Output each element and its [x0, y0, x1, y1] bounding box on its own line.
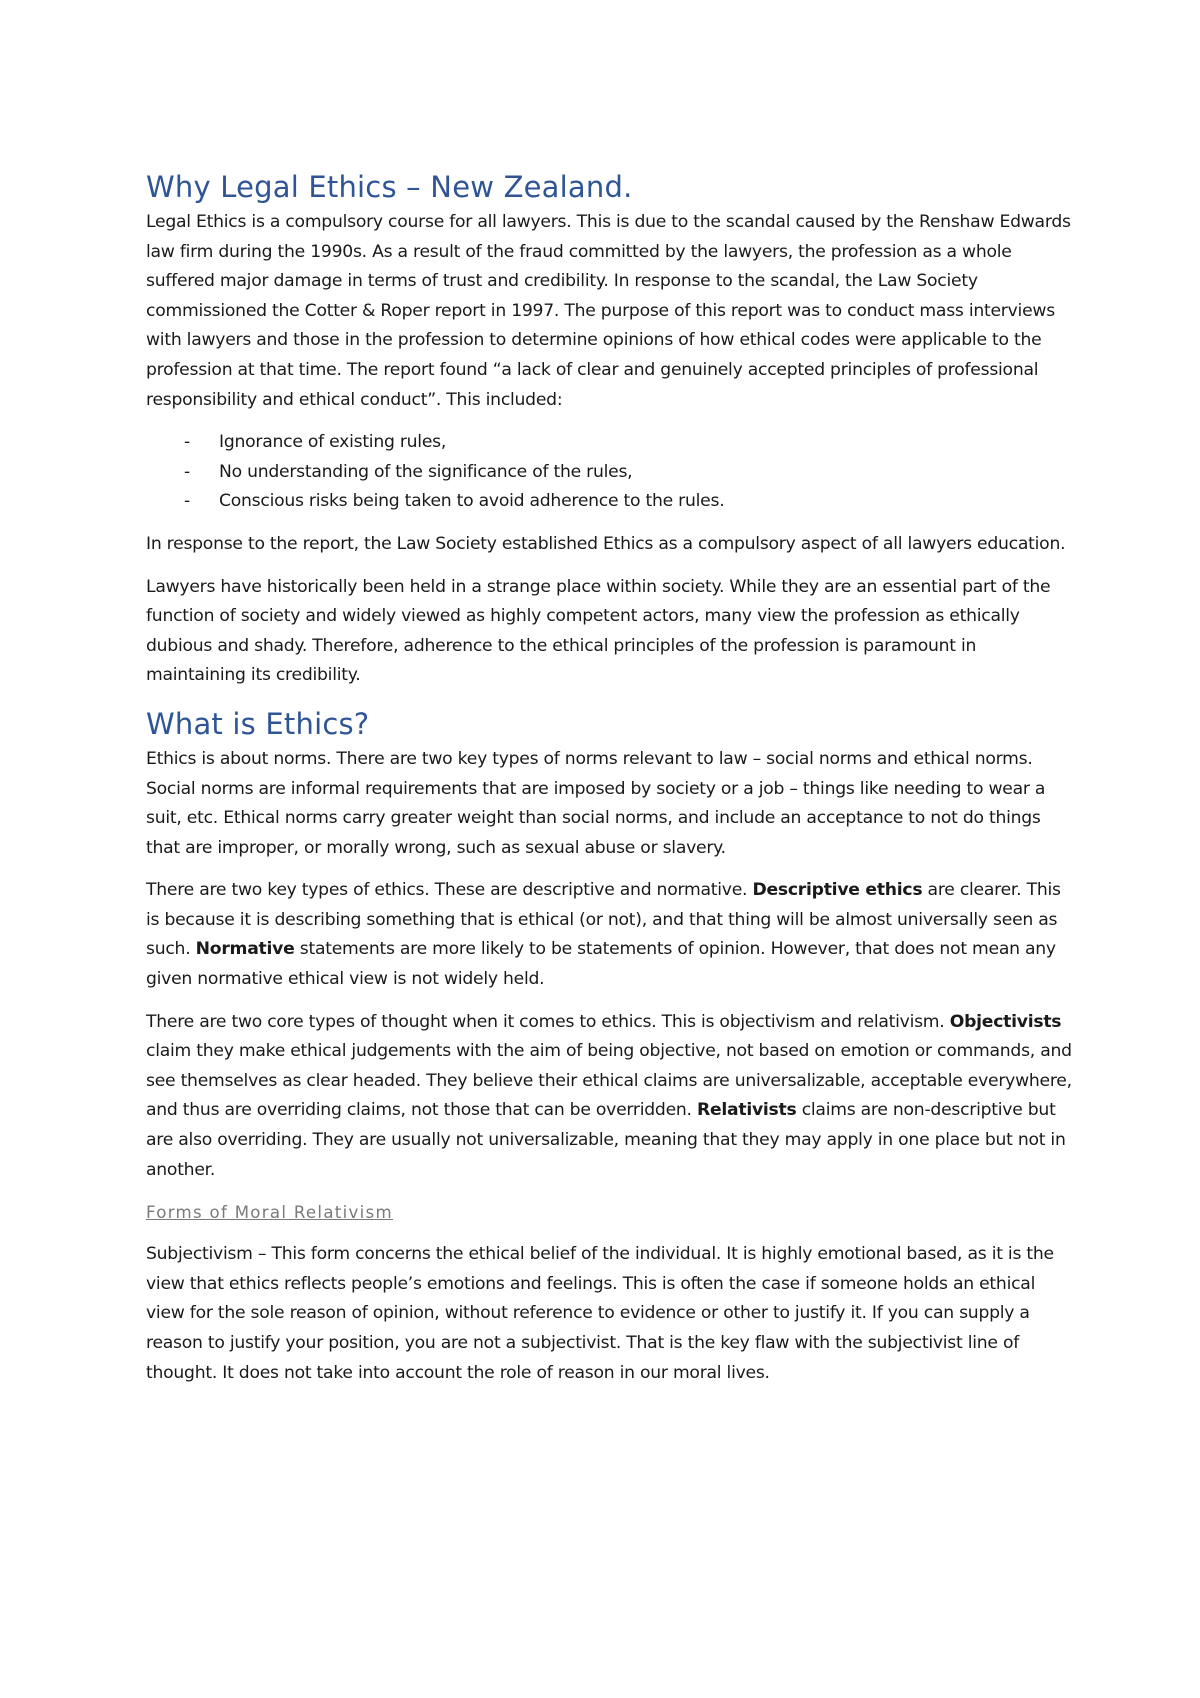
paragraph-lawyers-in-society: Lawyers have historically been held in a strange place within society. While they are an essential part of the function of society and widely viewed as highly competent actors, many view the profession as ethically dubious and shady. Therefore, adherence to the ethical principles of the profession is paramount in maintaining its credibility. [146, 576, 1051, 686]
text-run: claim they make ethical judgements with the aim of being objective, not based on emotion or commands, and see themselves as clear headed. They believe their ethical claims are universalizable, acceptable everywhere, and thus are overriding claims, not those that can be overridden. [146, 1041, 1072, 1121]
dash-bullet: - [184, 432, 190, 453]
document-page [146, 168, 1076, 1401]
bold-term-descriptive-ethics: Descriptive ethics [752, 880, 923, 901]
list-item-text: Ignorance of existing rules, [219, 432, 447, 453]
paragraph-norms: Ethics is about norms. There are two key types of norms relevant to law – social norms and ethical norms. Social norms are informal requirements that are imposed by society or a job – things like needing to wear a suit, etc. Ethical norms carry greater weight than social norms, and include an acceptance to not do things that are improper, or morally wrong, such as sexual abuse or slavery. [146, 748, 1046, 858]
bold-term-normative: Normative [195, 939, 295, 960]
text-run: claims are non-descriptive but are also overriding. They are usually not universalizable, meaning that they may apply in one place but not in another. [146, 1100, 1066, 1180]
heading-what-is-ethics: What is Ethics? [146, 706, 370, 741]
heading-why-legal-ethics: Why Legal Ethics – New Zealand. [146, 170, 633, 204]
paragraph-intro: Legal Ethics is a compulsory course for all lawyers. This is due to the scandal caused by the Renshaw Edwards law firm during the 1990s. As a result of the fraud committed by the lawyers, the profession as a whole suffered major damage in terms of trust and credibility. In response to the scandal, the Law Society commissioned the Cotter & Roper report in 1997. The purpose of this report was to conduct mass interviews with lawyers and those in the profession to determine opinions of how ethical codes were applicable to the profession at that time. The report found “a lack of clear and genuinely accepted principles of professional responsibility and ethical conduct”. This included: [146, 212, 1071, 410]
paragraph-types-of-ethics [146, 876, 1076, 994]
dash-bullet: - [184, 461, 190, 482]
bullet-list [146, 428, 1076, 517]
text-run: statements are more likely to be statements of opinion. However, that does not mean any given normative ethical view is not widely held. [146, 939, 1056, 990]
text-run: There are two core types of thought when it comes to ethics. This is objectivism and relativism. [146, 1011, 950, 1032]
dash-bullet: - [184, 491, 190, 512]
list-item [146, 428, 1076, 458]
text-run: are clearer. This is because it is describing something that is ethical (or not), and that thing will be almost universally seen as such. [146, 880, 1061, 960]
list-item-text: No understanding of the significance of the rules, [219, 461, 633, 482]
bold-term-objectivists: Objectivists [949, 1011, 1062, 1032]
bold-term-relativists: Relativists [696, 1100, 797, 1121]
list-item [146, 487, 1076, 517]
paragraph-law-society-response: In response to the report, the Law Society established Ethics as a compulsory aspect of all lawyers education. [146, 533, 1066, 554]
paragraph-objectivism-relativism [146, 1008, 1076, 1186]
paragraph-subjectivism: Subjectivism – This form concerns the ethical belief of the individual. It is highly emotional based, as it is the view that ethics reflects people’s emotions and feelings. This is often the case if someone holds an ethical view for the sole reason of opinion, without reference to evidence or other to justify it. If you can supply a reason to justify your position, you are not a subjectivist. That is the key flaw with the subjectivist line of thought. It does not take into account the role of reason in our moral lives. [146, 1244, 1054, 1383]
list-item [146, 458, 1076, 488]
subheading-forms-of-moral-relativism: Forms of Moral Relativism [146, 1203, 393, 1223]
text-run: There are two key types of ethics. These are descriptive and normative. [146, 880, 753, 901]
list-item-text: Conscious risks being taken to avoid adherence to the rules. [219, 491, 725, 512]
